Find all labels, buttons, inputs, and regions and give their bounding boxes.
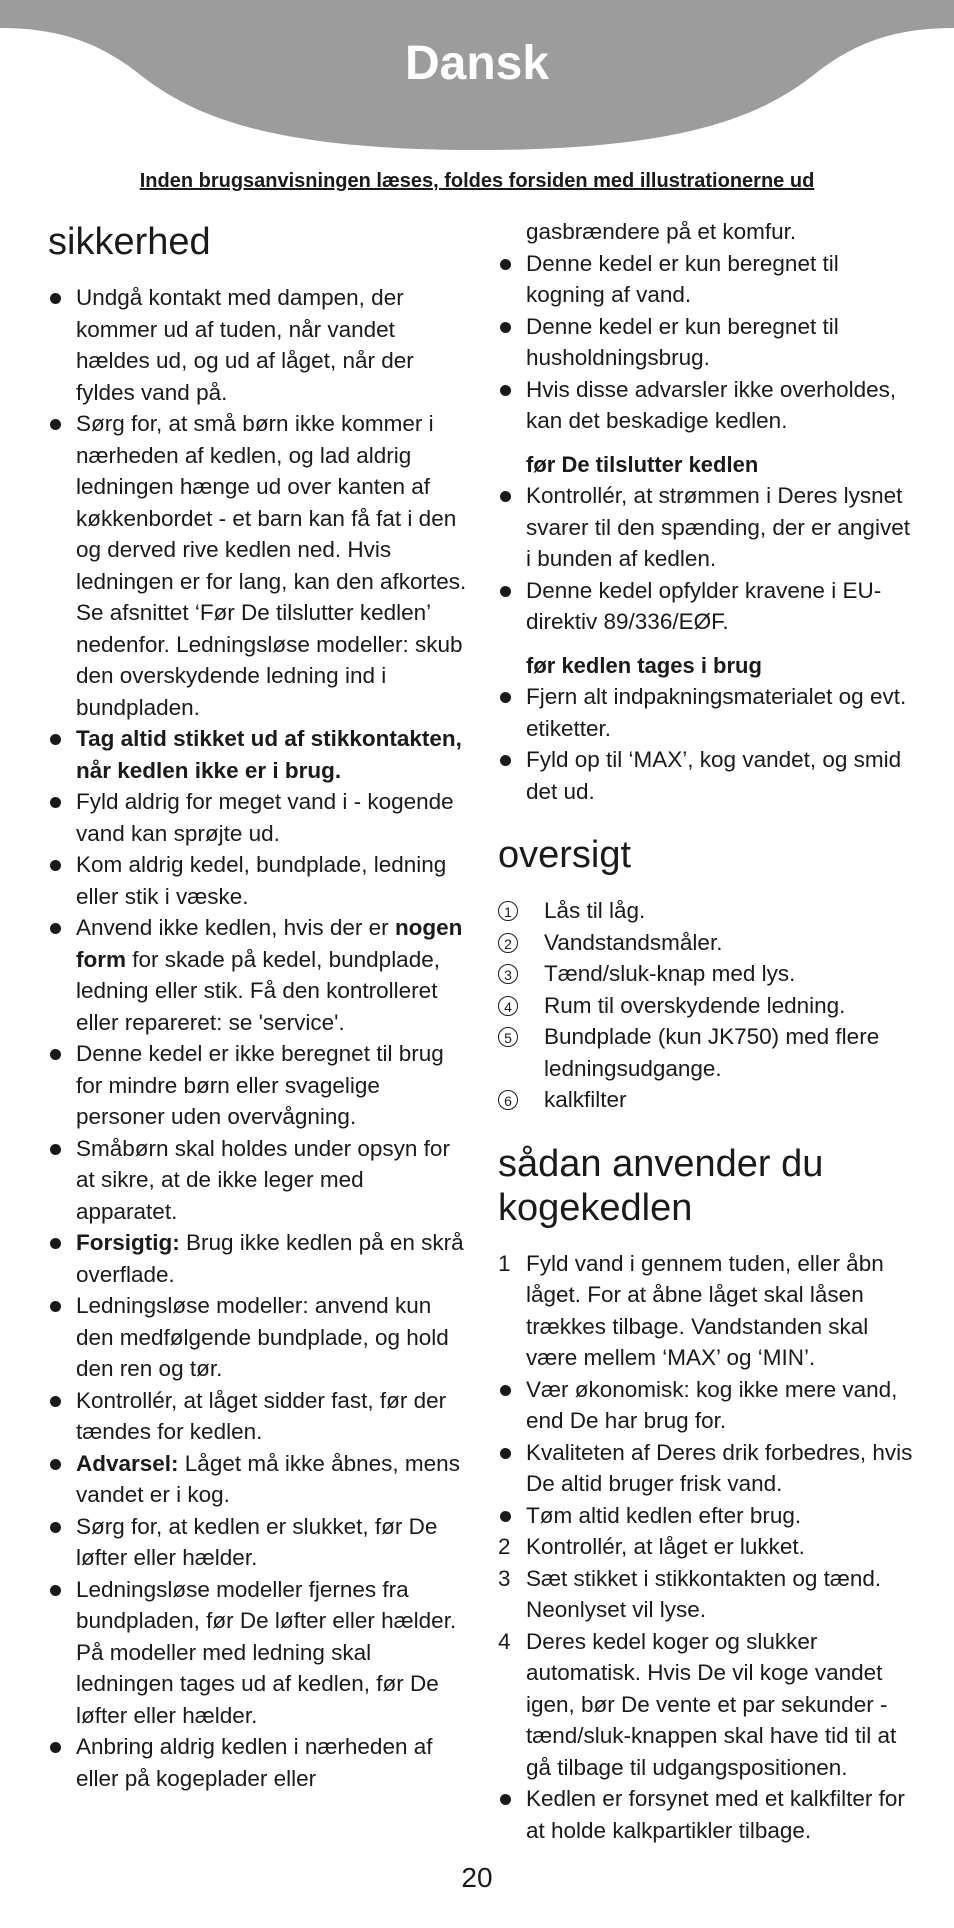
subheading-first-use: før kedlen tages i brug xyxy=(526,652,762,678)
list-item: gasbrændere på et komfur. xyxy=(526,219,797,244)
list-item: Småbørn skal holdes under opsyn for at sikre, at de ikke leger med apparatet. xyxy=(48,1133,468,1228)
overview-item: 1 Lås til låg. xyxy=(498,895,918,927)
list-item: Kontrollér, at strømmen i Deres lysnet svarer til den spænding, der er angivet i bunden af kedlen. xyxy=(498,480,918,575)
list-item: Anbring aldrig kedlen i nærheden af eller på kogeplader eller xyxy=(48,1731,468,1794)
circled-number: 3 xyxy=(498,964,518,984)
right-column xyxy=(498,216,918,1846)
language-title: Dansk xyxy=(404,37,550,90)
page-number: 20 xyxy=(461,1862,493,1893)
safety-heading: sikkerhed xyxy=(48,221,211,263)
circled-number: 4 xyxy=(498,996,518,1016)
safety-list-continued xyxy=(498,216,918,437)
list-item: Fjern alt indpakningsmaterialet og evt. etiketter. xyxy=(498,681,918,744)
fold-instruction: Inden brugsanvisningen læses, foldes forsiden med illustrationerne ud xyxy=(139,170,815,192)
list-item: Denne kedel er kun beregnet til kogning af vand. xyxy=(498,248,918,311)
list-item: Tøm altid kedlen efter brug. xyxy=(498,1500,918,1532)
list-item: Ledningsløse modeller: anvend kun den medfølgende bundplade, og hold den ren og tør. xyxy=(48,1290,468,1385)
list-item: Kom aldrig kedel, bundplade, ledning eller stik i væske. xyxy=(48,849,468,912)
circled-number: 6 xyxy=(498,1090,518,1110)
circled-number: 5 xyxy=(498,1027,518,1047)
circled-number: 2 xyxy=(498,933,518,953)
step-item: 4 Deres kedel koger og slukker automatisk. Hvis De vil koge vandet igen, bør De vente et par sekunder - tænd/sluk-knappen skal have tid til at gå tilbage til udgangspositionen. xyxy=(498,1628,897,1780)
overview-item: 2 Vandstandsmåler. xyxy=(498,927,918,959)
list-item: Kedlen er forsynet med et kalkfilter for at holde kalkpartikler tilbage. xyxy=(498,1783,918,1846)
safety-list xyxy=(48,282,468,1794)
list-item: Fyld op til ‘MAX’, kog vandet, og smid det ud. xyxy=(498,744,918,807)
list-item: Kontrollér, at låget sidder fast, før der tændes for kedlen. xyxy=(48,1385,468,1448)
list-item: Vær økonomisk: kog ikke mere vand, end De har brug for. xyxy=(498,1374,918,1437)
first-use-list xyxy=(498,681,918,807)
left-column xyxy=(48,216,468,1794)
step-item: 3 Sæt stikket i stikkontakten og tænd. Neonlyset vil lyse. xyxy=(498,1565,882,1622)
step-item: 1 Fyld vand i gennem tuden, eller åbn låget. For at åbne låget skal låsen trækkes tilbage. Vandstanden skal være mellem ‘MAX’ og ‘MIN’. xyxy=(498,1250,884,1370)
list-item: Denne kedel er kun beregnet til husholdningsbrug. xyxy=(498,311,918,374)
list-item: Anvend ikke kedlen, hvis der er nogen form for skade på kedel, bundplade, ledning eller stik. Få den kontrolleret eller repareret: se 'service'. xyxy=(48,912,468,1038)
list-item: Advarsel: Låget må ikke åbnes, mens vandet er i kog. xyxy=(48,1448,468,1511)
list-item: Sørg for, at små børn ikke kommer i nærheden af kedlen, og lad aldrig ledningen hænge ud over kanten af køkkenbordet - et barn kan få fat i den og derved rive kedlen ned. Hvis ledningen er for lang, kan den afkortes. Se afsnittet ‘Før De tilslutter kedlen’ nedenfor. Ledningsløse modeller: skub den overskydende ledning ind i bundpladen. xyxy=(48,408,468,723)
step-item: 2 Kontrollér, at låget er lukket. xyxy=(498,1534,805,1559)
list-item: Tag altid stikket ud af stikkontakten, når kedlen ikke er i brug. xyxy=(48,723,468,786)
usage-heading: sådan anvender du kogekedlen xyxy=(498,1142,824,1229)
overview-list xyxy=(498,895,918,1116)
list-item: Forsigtig: Brug ikke kedlen på en skrå overflade. xyxy=(48,1227,468,1290)
subheading-connect: før De tilslutter kedlen xyxy=(526,451,759,477)
overview-item: 5 Bundplade (kun JK750) med flere ledningsudgange. xyxy=(498,1021,918,1084)
list-item: Fyld aldrig for meget vand i - kogende vand kan sprøjte ud. xyxy=(48,786,468,849)
circled-number: 1 xyxy=(498,901,518,921)
overview-item: 6 kalkfilter xyxy=(498,1084,918,1116)
list-item: Hvis disse advarsler ikke overholdes, kan det beskadige kedlen. xyxy=(498,374,918,437)
list-item: Undgå kontakt med dampen, der kommer ud af tuden, når vandet hældes ud, og ud af låget, når der fyldes vand på. xyxy=(48,282,468,408)
list-item: Denne kedel opfylder kravene i EU-direktiv 89/336/EØF. xyxy=(498,575,918,638)
list-item: Kvaliteten af Deres drik forbedres, hvis De altid bruger frisk vand. xyxy=(498,1437,918,1500)
list-item: Denne kedel er ikke beregnet til brug for mindre børn eller svagelige personer uden overvågning. xyxy=(48,1038,468,1133)
overview-item: 3 Tænd/sluk-knap med lys. xyxy=(498,958,918,990)
overview-heading: oversigt xyxy=(498,834,632,876)
list-item: Sørg for, at kedlen er slukket, før De løfter eller hælder. xyxy=(48,1511,468,1574)
usage-steps xyxy=(498,1248,918,1847)
overview-item: 4 Rum til overskydende ledning. xyxy=(498,990,918,1022)
connect-list xyxy=(498,480,918,638)
list-item: Ledningsløse modeller fjernes fra bundpladen, før De løfter eller hælder. På modeller med ledning skal ledningen tages ud af kedlen, før De løfter eller hælder. xyxy=(48,1574,468,1732)
